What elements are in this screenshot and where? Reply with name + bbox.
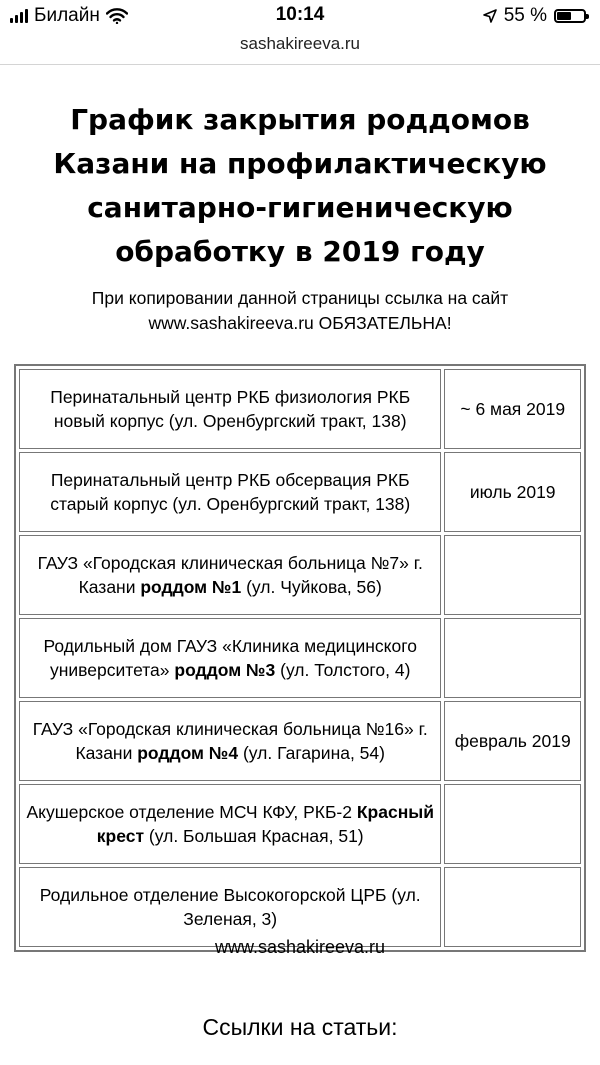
table-row bbox=[19, 701, 581, 781]
closure-date-cell bbox=[444, 784, 581, 864]
battery-percent: 55 % bbox=[503, 5, 547, 26]
closure-date-cell: июль 2019 bbox=[444, 452, 581, 532]
table-row bbox=[19, 452, 581, 532]
maternity-hospital-cell bbox=[19, 867, 441, 947]
hospital-number: роддом №3 bbox=[174, 660, 276, 680]
carrier-name: Билайн bbox=[34, 5, 100, 26]
hospital-text: (ул. Чуйкова, 56) bbox=[241, 577, 382, 597]
battery-icon bbox=[554, 9, 586, 23]
status-time: 10:14 bbox=[275, 4, 325, 25]
closure-date-cell bbox=[444, 535, 581, 615]
table-row bbox=[19, 535, 581, 615]
closure-date-cell bbox=[444, 867, 581, 947]
maternity-hospital-cell bbox=[19, 618, 441, 698]
status-bar bbox=[0, 0, 600, 34]
schedule-table bbox=[14, 364, 586, 952]
table-row bbox=[19, 867, 581, 947]
location-arrow-icon bbox=[483, 9, 497, 23]
maternity-hospital-cell bbox=[19, 784, 441, 864]
hospital-text: Акушерское отделение МСЧ КФУ, РКБ-2 bbox=[26, 802, 357, 822]
copy-notice: При копировании данной страницы ссылка на сайт www.sashakireeva.ru ОБЯЗАТЕЛЬНА! bbox=[91, 288, 509, 333]
hospital-text: Перинатальный центр РКБ физиология РКБ новый корпус (ул. Оренбургский тракт, 138) bbox=[50, 387, 411, 431]
closure-date-cell bbox=[444, 618, 581, 698]
maternity-hospital-cell bbox=[19, 701, 441, 781]
closure-date-cell: февраль 2019 bbox=[444, 701, 581, 781]
hospital-text: ГАУЗ «Городская клиническая больница №16» г. Казани bbox=[32, 719, 428, 763]
maternity-hospital-cell bbox=[19, 452, 441, 532]
hospital-text: Родильный дом ГАУЗ «Клиника медицинского университета» bbox=[43, 636, 417, 680]
links-heading: Ссылки на статьи: bbox=[202, 1014, 398, 1040]
hospital-text: ГАУЗ «Городская клиническая больница №7» г. Казани bbox=[37, 553, 423, 597]
hospital-text: (ул. Гагарина, 54) bbox=[238, 743, 385, 763]
url-bar-divider bbox=[0, 64, 600, 65]
table-row bbox=[19, 618, 581, 698]
footer-site-link[interactable]: www.sashakireeva.ru bbox=[214, 937, 386, 957]
closure-date-cell: ~ 6 мая 2019 bbox=[444, 369, 581, 449]
status-right bbox=[483, 5, 586, 27]
url-bar[interactable]: sashakireeva.ru bbox=[239, 34, 360, 53]
hospital-text: (ул. Большая Красная, 51) bbox=[144, 826, 364, 846]
table-row bbox=[19, 369, 581, 449]
hospital-text: (ул. Толстого, 4) bbox=[275, 660, 411, 680]
table-row bbox=[19, 784, 581, 864]
maternity-hospital-cell bbox=[19, 369, 441, 449]
hospital-text: Родильное отделение Высокогорской ЦРБ (ул. Зеленая, 3) bbox=[39, 885, 421, 929]
hospital-number: роддом №4 bbox=[137, 743, 239, 763]
hospital-number: роддом №1 bbox=[140, 577, 242, 597]
page-title: График закрытия роддомов Казани на профилактическую санитарно-гигиеническую обработку в 2019 году bbox=[53, 103, 547, 268]
battery-fill bbox=[557, 12, 571, 20]
maternity-hospital-cell bbox=[19, 535, 441, 615]
hospital-number: Красный крест bbox=[96, 802, 434, 846]
hospital-text: Перинатальный центр РКБ обсервация РКБ старый корпус (ул. Оренбургский тракт, 138) bbox=[50, 470, 411, 514]
